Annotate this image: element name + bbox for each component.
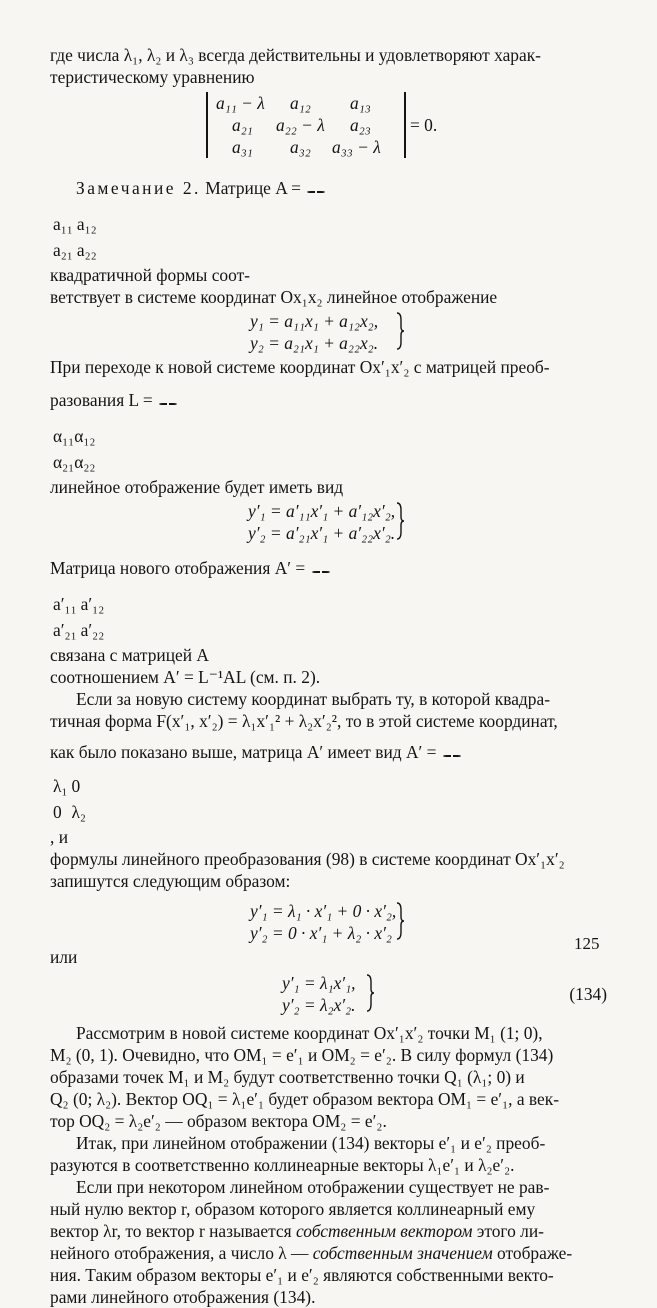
right-brace-icon	[396, 502, 404, 540]
text-line: теристическому уравнению	[50, 67, 255, 87]
equation-number: (134)	[569, 984, 607, 1004]
det-cell: a₃₁	[232, 137, 253, 157]
equation: y₁ = a₁₁x₁ + a₁₂x₂,	[250, 311, 379, 331]
det-cell: a₂₁	[232, 115, 253, 135]
text-fragment: этого ли-	[476, 1221, 544, 1241]
text-line: Если при некотором линейном отображении существует не рав-	[76, 1177, 550, 1197]
equation: y′₁ = a′₁₁x′₁ + a′₁₂x′₂,	[248, 501, 396, 521]
right-brace-icon	[366, 974, 374, 1012]
text-fragment: линейное отображение будет иметь вид	[50, 477, 344, 497]
equation: y′₁ = λ₁ · x′₁ + 0 · x′₂,	[250, 901, 397, 921]
paragraph-remark-2	[50, 166, 607, 210]
det-cell: a₁₁ − λ	[216, 93, 265, 113]
det-rhs: = 0.	[410, 115, 438, 135]
equation: y′₂ = λ₂x′₂.	[282, 995, 356, 1015]
paragraph-intro	[50, 44, 607, 88]
paragraph-choice	[50, 732, 607, 772]
det-cell: a₁₂	[290, 93, 311, 113]
text-fragment: отображе-	[497, 1243, 573, 1263]
text-line: Итак, при линейном отображении (134) векторы e′₁ и e′₂ преоб-	[76, 1133, 546, 1153]
equation: y′₂ = a′₂₁x′₁ + a′₂₂x′₂.	[248, 523, 396, 543]
paragraph-definition-line	[50, 1220, 607, 1242]
remark-label: Замечание 2.	[76, 178, 201, 198]
text-line: При переходе к новой системе координат Ox′₁x′₂ с матрицей преоб-	[50, 357, 550, 377]
text-fragment: связана с матрицей A	[50, 645, 209, 665]
text-fragment: как было показано выше, матрица A′ имеет вид A′ =	[50, 742, 437, 762]
paragraph-new-matrix	[50, 546, 607, 590]
text-line: ветствует в системе координат Ox₁x₂ линейное отображение	[50, 287, 498, 307]
text-line: формулы линейного преобразования (98) в системе координат Ox′₁x′₂	[50, 849, 565, 869]
text-fragment: Матрице A =	[205, 178, 301, 198]
matrix-entry: a₂₂	[76, 240, 97, 260]
matrix-entry: a₂₁	[53, 240, 73, 260]
equation: y′₁ = λ₁x′₁,	[282, 973, 356, 993]
paragraph-definition-line	[50, 1242, 607, 1264]
equation-system-3	[50, 900, 607, 944]
equation-system-2	[50, 500, 607, 544]
text-line: тичная форма F(x′₁, x′₂) = λ₁x′₁² + λ₂x′₂², то в этой системе координат,	[50, 711, 558, 731]
equation: y₂ = a₂₁x₁ + a₂₂x₂.	[250, 333, 379, 353]
characteristic-determinant	[50, 92, 607, 162]
matrix-entry: a′₁₁	[53, 594, 77, 614]
matrix-entry: a′₂₁	[53, 620, 77, 640]
text-fragment: квадратичной формы соот-	[50, 265, 250, 285]
paragraph-transition	[50, 378, 607, 422]
right-brace-icon	[396, 902, 404, 940]
text-line: где числа λ₁, λ₂ и λ₃ всегда действительны и удовлетворяют харак-	[50, 45, 541, 65]
equation-system-4	[50, 972, 607, 1016]
text-line: соотношением A′ = L⁻¹AL (см. п. 2).	[50, 667, 321, 687]
det-cell: a₁₃	[350, 93, 371, 113]
matrix-entry: 0	[53, 802, 62, 822]
text-line: Q₂ (0; λ₂). Вектор OQ₁ = λ₁e′₁ будет образом вектора OM₁ = e′₁, а век-	[50, 1089, 559, 1109]
matrix-entry: 0	[71, 776, 81, 796]
text-line: ния. Таким образом векторы e′₁ и e′₂ являются собственными векто-	[50, 1265, 554, 1285]
term-eigenvector: собственным вектором	[295, 1221, 473, 1241]
equation-system-1	[50, 310, 607, 354]
det-cell: a₂₂ − λ	[276, 115, 325, 135]
matrix-entry: λ₂	[71, 802, 86, 822]
det-cell: a₃₂	[290, 137, 311, 157]
matrix-entry: a′₂₂	[80, 620, 105, 640]
text-line: рами линейного отображения (134).	[50, 1287, 316, 1307]
text-line: образами точек M₁ и M₂ будут соответственно точки Q₁ (λ₁; 0) и	[50, 1067, 525, 1087]
text-fragment: нейного отображения, а число λ —	[50, 1243, 309, 1263]
matrix-entry: a₁₂	[76, 214, 97, 234]
right-brace-icon	[396, 312, 404, 350]
word-or: или	[50, 947, 78, 967]
text-fragment: , и	[50, 827, 69, 847]
text-fragment: разования L =	[50, 390, 153, 410]
text-line: Рассмотрим в новой системе координат Ox′₁x′₂ точки M₁ (1; 0),	[76, 1023, 543, 1043]
text-line: разуются в соответственно коллинеарные векторы λ₁e′₁ и λ₂e′₂.	[50, 1155, 515, 1175]
text-line: Если за новую систему координат выбрать ту, в которой квадра-	[76, 689, 550, 709]
matrix-entry: a₁₁	[53, 214, 73, 234]
text-line: M₂ (0, 1). Очевидно, что OM₁ = e′₁ и OM₂ = e′₂. В силу формул (134)	[50, 1045, 554, 1065]
text-line: ный нулю вектор r, образом которого является коллинеарный ему	[50, 1199, 536, 1219]
matrix-entry: λ₁	[53, 776, 68, 796]
text-line: запишутся следующим образом:	[50, 871, 291, 891]
matrix-row: α₂₁α₂₂	[53, 452, 96, 472]
text-fragment: Матрица нового отображения A′ =	[50, 558, 306, 578]
matrix-entry: a′₁₂	[80, 594, 105, 614]
text-line: тор OQ₂ = λ₂e′₂ — образом вектора OM₂ = e′₂.	[50, 1111, 387, 1131]
det-cell: a₃₃ − λ	[332, 137, 381, 157]
page-body	[50, 44, 607, 1308]
page-number: 125	[574, 934, 600, 953]
matrix-row: α₁₁α₁₂	[53, 426, 96, 446]
det-cell: a₂₃	[350, 115, 371, 135]
term-eigenvalue: собственным значением	[312, 1243, 493, 1263]
equation: y′₂ = 0 · x′₁ + λ₂ · x′₂	[250, 923, 392, 943]
text-fragment: вектор λr, то вектор r называется	[50, 1221, 292, 1241]
